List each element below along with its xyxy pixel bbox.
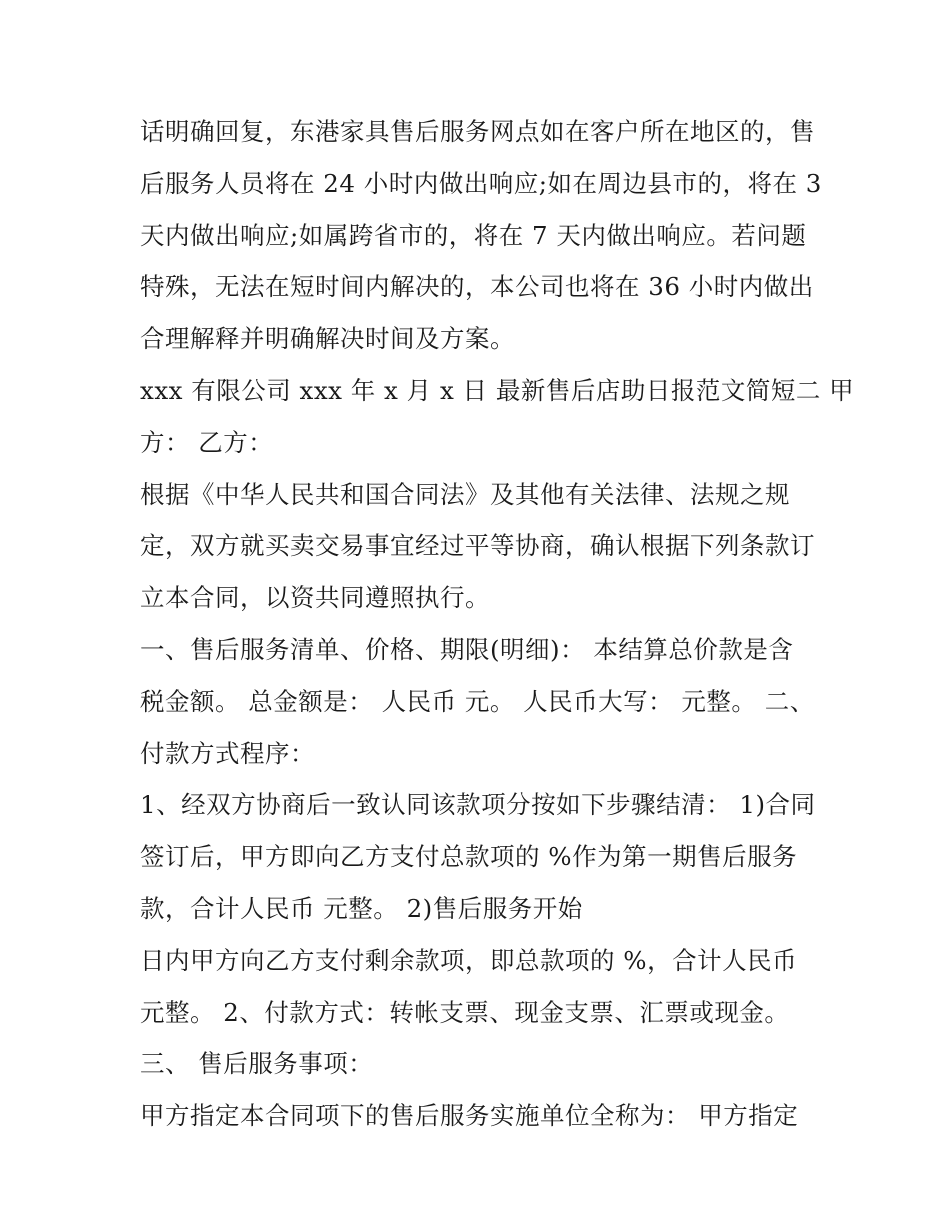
text-line: 立本合同，以资共同遵照执行。: [140, 583, 490, 613]
text-line: 特殊，无法在短时间内解决的，本公司也将在 36 小时内做出: [140, 272, 814, 302]
text-line: 税金额。 总金额是： 人民币 元。 人民币大写： 元整。 二、: [140, 686, 815, 716]
text-line: 天内做出响应;如属跨省市的，将在 7 天内做出响应。若问题: [140, 220, 807, 250]
text-line: 根据《中华人民共和国合同法》及其他有关法律、法规之规: [140, 479, 790, 509]
document-body: [140, 106, 855, 1142]
text-line: 合理解释并明确解决时间及方案。: [140, 324, 515, 354]
text-line: 款，合计人民币 元整。 2)售后服务开始: [140, 893, 583, 923]
text-line: 后服务人员将在 24 小时内做出响应;如在周边县市的，将在 3: [140, 168, 822, 198]
text-line: 付款方式程序：: [140, 738, 315, 768]
text-line: 一、售后服务清单、价格、期限(明细)： 本结算总价款是含: [140, 634, 794, 664]
text-line: 签订后，甲方即向乙方支付总款项的 %作为第一期售后服务: [140, 842, 798, 872]
text-line: 方： 乙方：: [140, 427, 274, 457]
text-line: 元整。 2、付款方式：转帐支票、现金支票、汇票或现金。: [140, 997, 790, 1027]
text-line: xxx 有限公司 xxx 年 x 月 x 日 最新售后店助日报范文简短二 甲: [140, 375, 855, 405]
text-line: 三、 售后服务事项：: [140, 1049, 374, 1079]
text-line: 1、经双方协商后一致认同该款项分按如下步骤结清： 1)合同: [140, 790, 816, 820]
text-line: 甲方指定本合同项下的售后服务实施单位全称为： 甲方指定: [140, 1101, 799, 1131]
text-line: 话明确回复，东港家具售后服务网点如在客户所在地区的，售: [140, 117, 815, 146]
text-line: 日内甲方向乙方支付剩余款项，即总款项的 %，合计人民币: [140, 945, 798, 975]
text-line: 定，双方就买卖交易事宜经过平等协商，确认根据下列条款订: [140, 531, 815, 561]
